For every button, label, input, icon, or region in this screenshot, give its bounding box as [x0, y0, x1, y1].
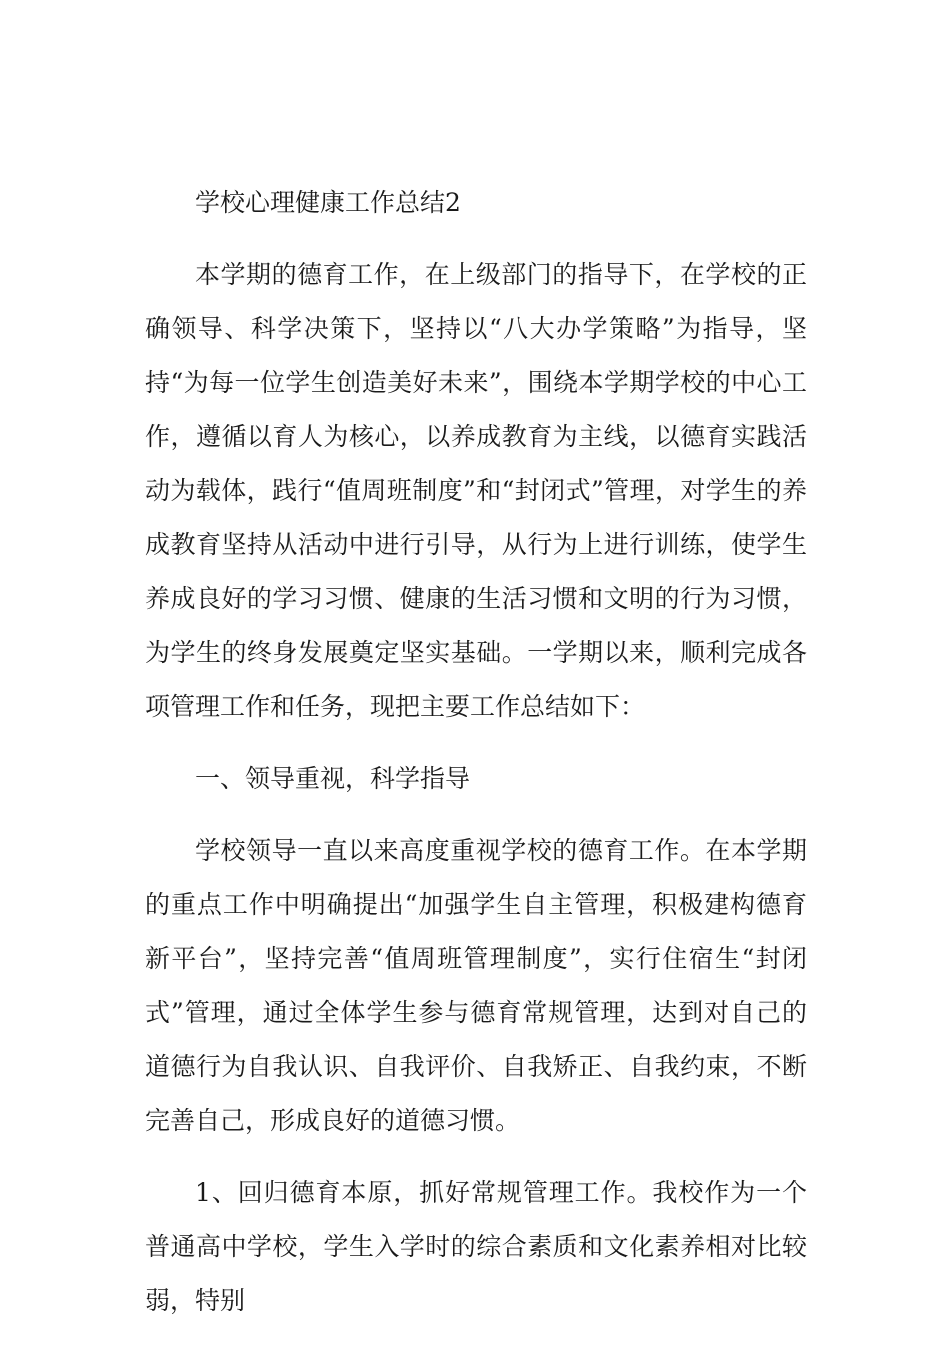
paragraph-leadership: 学校领导一直以来高度重视学校的德育工作。在本学期的重点工作中明确提出“加强学生自主管理，积极建构德育新平台”，坚持完善“值周班管理制度”，实行住宿生“封闭式”管理，通过全体学生参与德育常规管理，达到对自己的道德行为自我认识、自我评价、自我矫正、自我约束，不断完善自己，形成良好的道德习惯。: [145, 836, 807, 1135]
section-heading-leadership: 一、领导重视，科学指导: [195, 764, 471, 793]
document-page: [145, 176, 807, 1346]
document-title: 学校心理健康工作总结2: [195, 188, 461, 217]
paragraph-intro: 本学期的德育工作，在上级部门的指导下，在学校的正确领导、科学决策下，坚持以“八大办学策略”为指导，坚持“为每一位学生创造美好未来”，围绕本学期学校的中心工作，遵循以育人为核心，以养成教育为主线，以德育实践活动为载体，践行“值周班制度”和“封闭式”管理，对学生的养成教育坚持从活动中进行引导，从行为上进行训练，使学生养成良好的学习习惯、健康的生活习惯和文明的行为习惯，为学生的终身发展奠定坚实基础。一学期以来，顺利完成各项管理工作和任务，现把主要工作总结如下：: [145, 260, 807, 721]
paragraph-routine-management: 1、回归德育本原，抓好常规管理工作。我校作为一个普通高中学校，学生入学时的综合素质和文化素养相对比较弱，特别: [145, 1178, 807, 1315]
